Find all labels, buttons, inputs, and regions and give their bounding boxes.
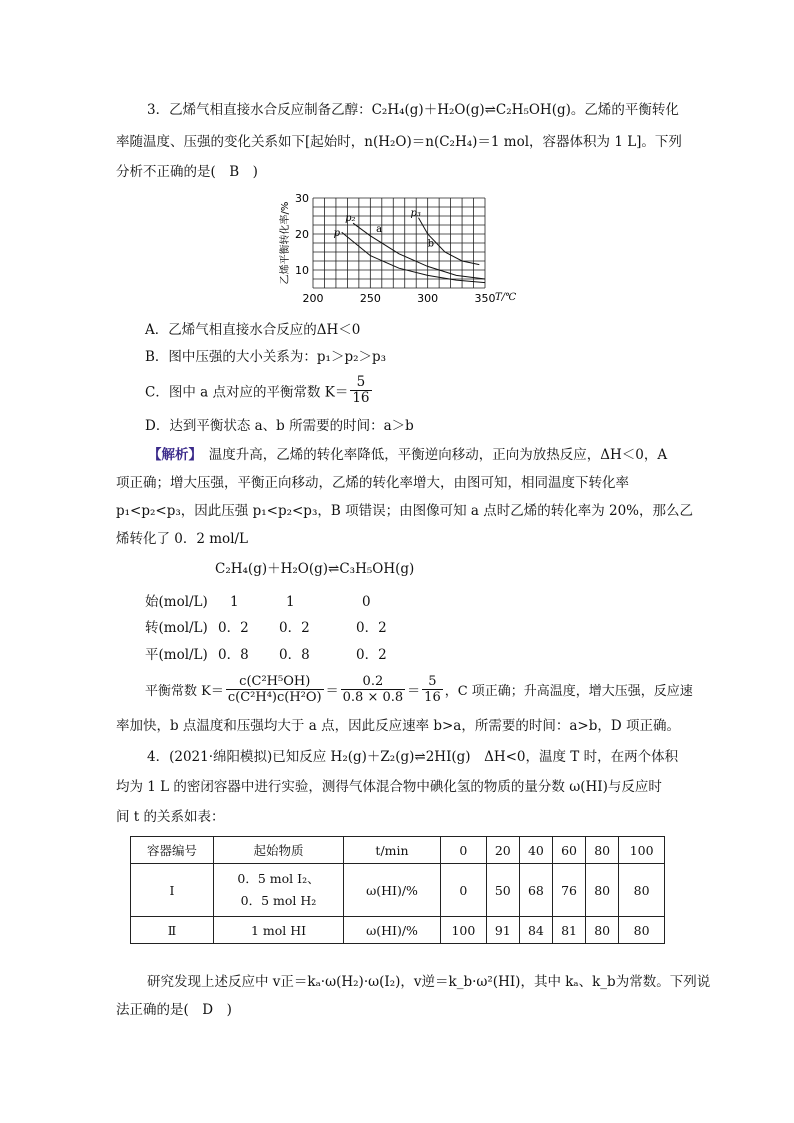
x-axis-label: T/℃ [495, 292, 517, 303]
equals-sign: ＝ [325, 684, 339, 699]
table-cell: 1 mol HI [214, 917, 344, 944]
row-start-v2: 1 [286, 594, 295, 610]
header-cell: 100 [619, 837, 665, 864]
y-tick-label: 20 [295, 228, 309, 241]
table-cell: 91 [486, 917, 519, 944]
analysis-line-4: 烯转化了 0．2 mol/L [116, 531, 249, 547]
series-label: p [333, 228, 341, 240]
row-start-v1: 1 [230, 594, 239, 610]
frac-denominator: c(C²H⁴)c(H²O) [227, 690, 322, 705]
table-row [131, 864, 665, 917]
q3-line-3: 分析不正确的是( B ) [116, 164, 258, 180]
q3-option-c [145, 375, 374, 406]
table-cell [214, 864, 344, 917]
table-cell: 80 [586, 917, 619, 944]
table-cell: ω(HI)/% [344, 864, 441, 917]
table-cell: 84 [519, 917, 552, 944]
table-cell: Ⅰ [131, 864, 214, 917]
point-label: b [427, 238, 435, 250]
series-line-2 [353, 223, 485, 279]
equals-sign: ＝ [407, 684, 421, 699]
table-row [131, 917, 665, 944]
equilibrium-constant-line [145, 674, 693, 705]
q4-line-1: 4．(2021·绵阳模拟)已知反应 H₂(g)＋Z₂(g)⇌2HI(g) ΔH<0，温度 T 时，在两个体积 [147, 749, 679, 765]
k-fraction-1 [226, 674, 324, 705]
series-line-1 [342, 232, 485, 282]
k-fraction-3 [422, 674, 443, 705]
frac-denominator: 16 [424, 690, 441, 705]
k-prefix: 平衡常数 K＝ [145, 684, 224, 699]
y-tick-label: 10 [295, 264, 309, 277]
series-label: p₂ [345, 213, 356, 225]
row-change-label: 转(mol/L) [145, 620, 208, 636]
table-cell: 0 [441, 864, 487, 917]
header-cell: 60 [552, 837, 585, 864]
point-label: a [376, 224, 383, 235]
start-material-1: 0．5 mol I₂、 [237, 871, 320, 886]
table-cell: 76 [552, 864, 585, 917]
row-equilibrium-v3: 0．2 [356, 647, 387, 663]
table-cell: 80 [586, 864, 619, 917]
row-change-v2: 0．2 [279, 620, 310, 636]
frac-numerator: c(C²H⁵OH) [226, 674, 324, 690]
table-header-row [131, 837, 665, 864]
header-cell: 起始物质 [214, 837, 344, 864]
table-cell: 80 [619, 917, 665, 944]
k-suffix: ，C 项正确；升高温度，增大压强，反应速 [444, 684, 693, 699]
header-cell: t/min [344, 837, 441, 864]
q3-option-c-fraction [350, 375, 371, 406]
q3-option-b: B．图中压强的大小关系为：p₁＞p₂＞p₃ [145, 349, 387, 365]
table-cell: ω(HI)/% [344, 917, 441, 944]
analysis-line-1 [148, 441, 667, 469]
series-label: p₃ [410, 207, 421, 219]
header-cell: 0 [441, 837, 487, 864]
x-tick-label: 250 [359, 292, 381, 305]
frac-numerator: 0.2 [341, 674, 406, 690]
analysis-line-3: p₁<p₂<p₃，因此压强 p₁<p₂<p₃，B 项错误；由图像可知 a 点时乙烯的转化率为 20%，那么乙 [116, 503, 693, 519]
k-fraction-2 [341, 674, 406, 705]
analysis-line-6: 率加快，b 点温度和压强均大于 a 点，因此反应速率 b>a，所需要的时间：a>b，D 项正确。 [116, 718, 680, 734]
q3-line-1: 3．乙烯气相直接水合反应制备乙醇：C₂H₄(g)＋H₂O(g)⇌C₂H₅OH(g)。乙烯的平衡转化 [147, 102, 679, 118]
q4-after-line-2: 法正确的是( D ) [116, 1002, 232, 1018]
table-cell: 50 [486, 864, 519, 917]
row-equilibrium-v2: 0．8 [279, 647, 310, 663]
x-tick-label: 300 [417, 292, 439, 305]
x-tick-label: 350 [474, 292, 496, 305]
row-start-v3: 0 [362, 594, 371, 610]
conversion-chart [270, 188, 530, 313]
table-cell: 80 [619, 864, 665, 917]
table-cell: 81 [552, 917, 585, 944]
frac-numerator: 5 [422, 674, 443, 690]
frac-numerator: 5 [350, 375, 371, 391]
header-cell: 80 [586, 837, 619, 864]
row-equilibrium-v1: 0．8 [218, 647, 249, 663]
q3-option-c-label: C．图中 a 点对应的平衡常数 K＝ [145, 384, 349, 401]
q3-option-a: A．乙烯气相直接水合反应的ΔH＜0 [145, 322, 361, 338]
table-cell: 100 [441, 917, 487, 944]
header-cell: 20 [486, 837, 519, 864]
start-material-2: 0．5 mol H₂ [240, 893, 317, 908]
y-tick-label: 30 [295, 192, 309, 205]
analysis-text-1: 温度升高，乙烯的转化率降低，平衡逆向移动，正向为放热反应，ΔH＜0，A [208, 447, 668, 463]
row-change-v1: 0．2 [218, 620, 249, 636]
row-equilibrium-label: 平(mol/L) [145, 647, 208, 663]
table-cell: 68 [519, 864, 552, 917]
frac-denominator: 0.8 × 0.8 [342, 690, 404, 705]
header-cell: 容器编号 [131, 837, 214, 864]
analysis-tag: 【解析】 [148, 447, 196, 463]
row-change-v3: 0．2 [356, 620, 387, 636]
table-cell: Ⅱ [131, 917, 214, 944]
header-cell: 40 [519, 837, 552, 864]
analysis-line-2: 项正确；增大压强，平衡正向移动，乙烯的转化率增大，由图可知，相同温度下转化率 [116, 475, 629, 491]
q4-after-line-1: 研究发现上述反应中 v正＝kₐ·ω(H₂)·ω(I₂)，v逆＝k_b·ω²(HI)，其中 kₐ、k_b为常数。下列说 [147, 974, 711, 990]
data-table [130, 836, 665, 944]
y-axis-label: 乙烯平衡转化率/% [280, 201, 291, 285]
q4-line-3: 间 t 的关系如表： [116, 809, 225, 825]
q3-option-d: D．达到平衡状态 a、b 所需要的时间：a＞b [145, 418, 414, 434]
q4-line-2: 均为 1 L 的密闭容器中进行实验，测得气体混合物中碘化氢的物质的量分数 ω(HI)与反应时 [116, 779, 662, 795]
frac-denominator: 16 [352, 390, 370, 406]
row-start-label: 始(mol/L) [145, 594, 208, 610]
x-tick-label: 200 [302, 292, 324, 305]
q3-line-2: 率随温度、压强的变化关系如下[起始时，n(H₂O)＝n(C₂H₄)＝1 mol，容器体积为 1 L]。下列 [116, 134, 682, 150]
analysis-equation: C₂H₄(g)＋H₂O(g)⇌C₃H₅OH(g) [215, 561, 415, 577]
